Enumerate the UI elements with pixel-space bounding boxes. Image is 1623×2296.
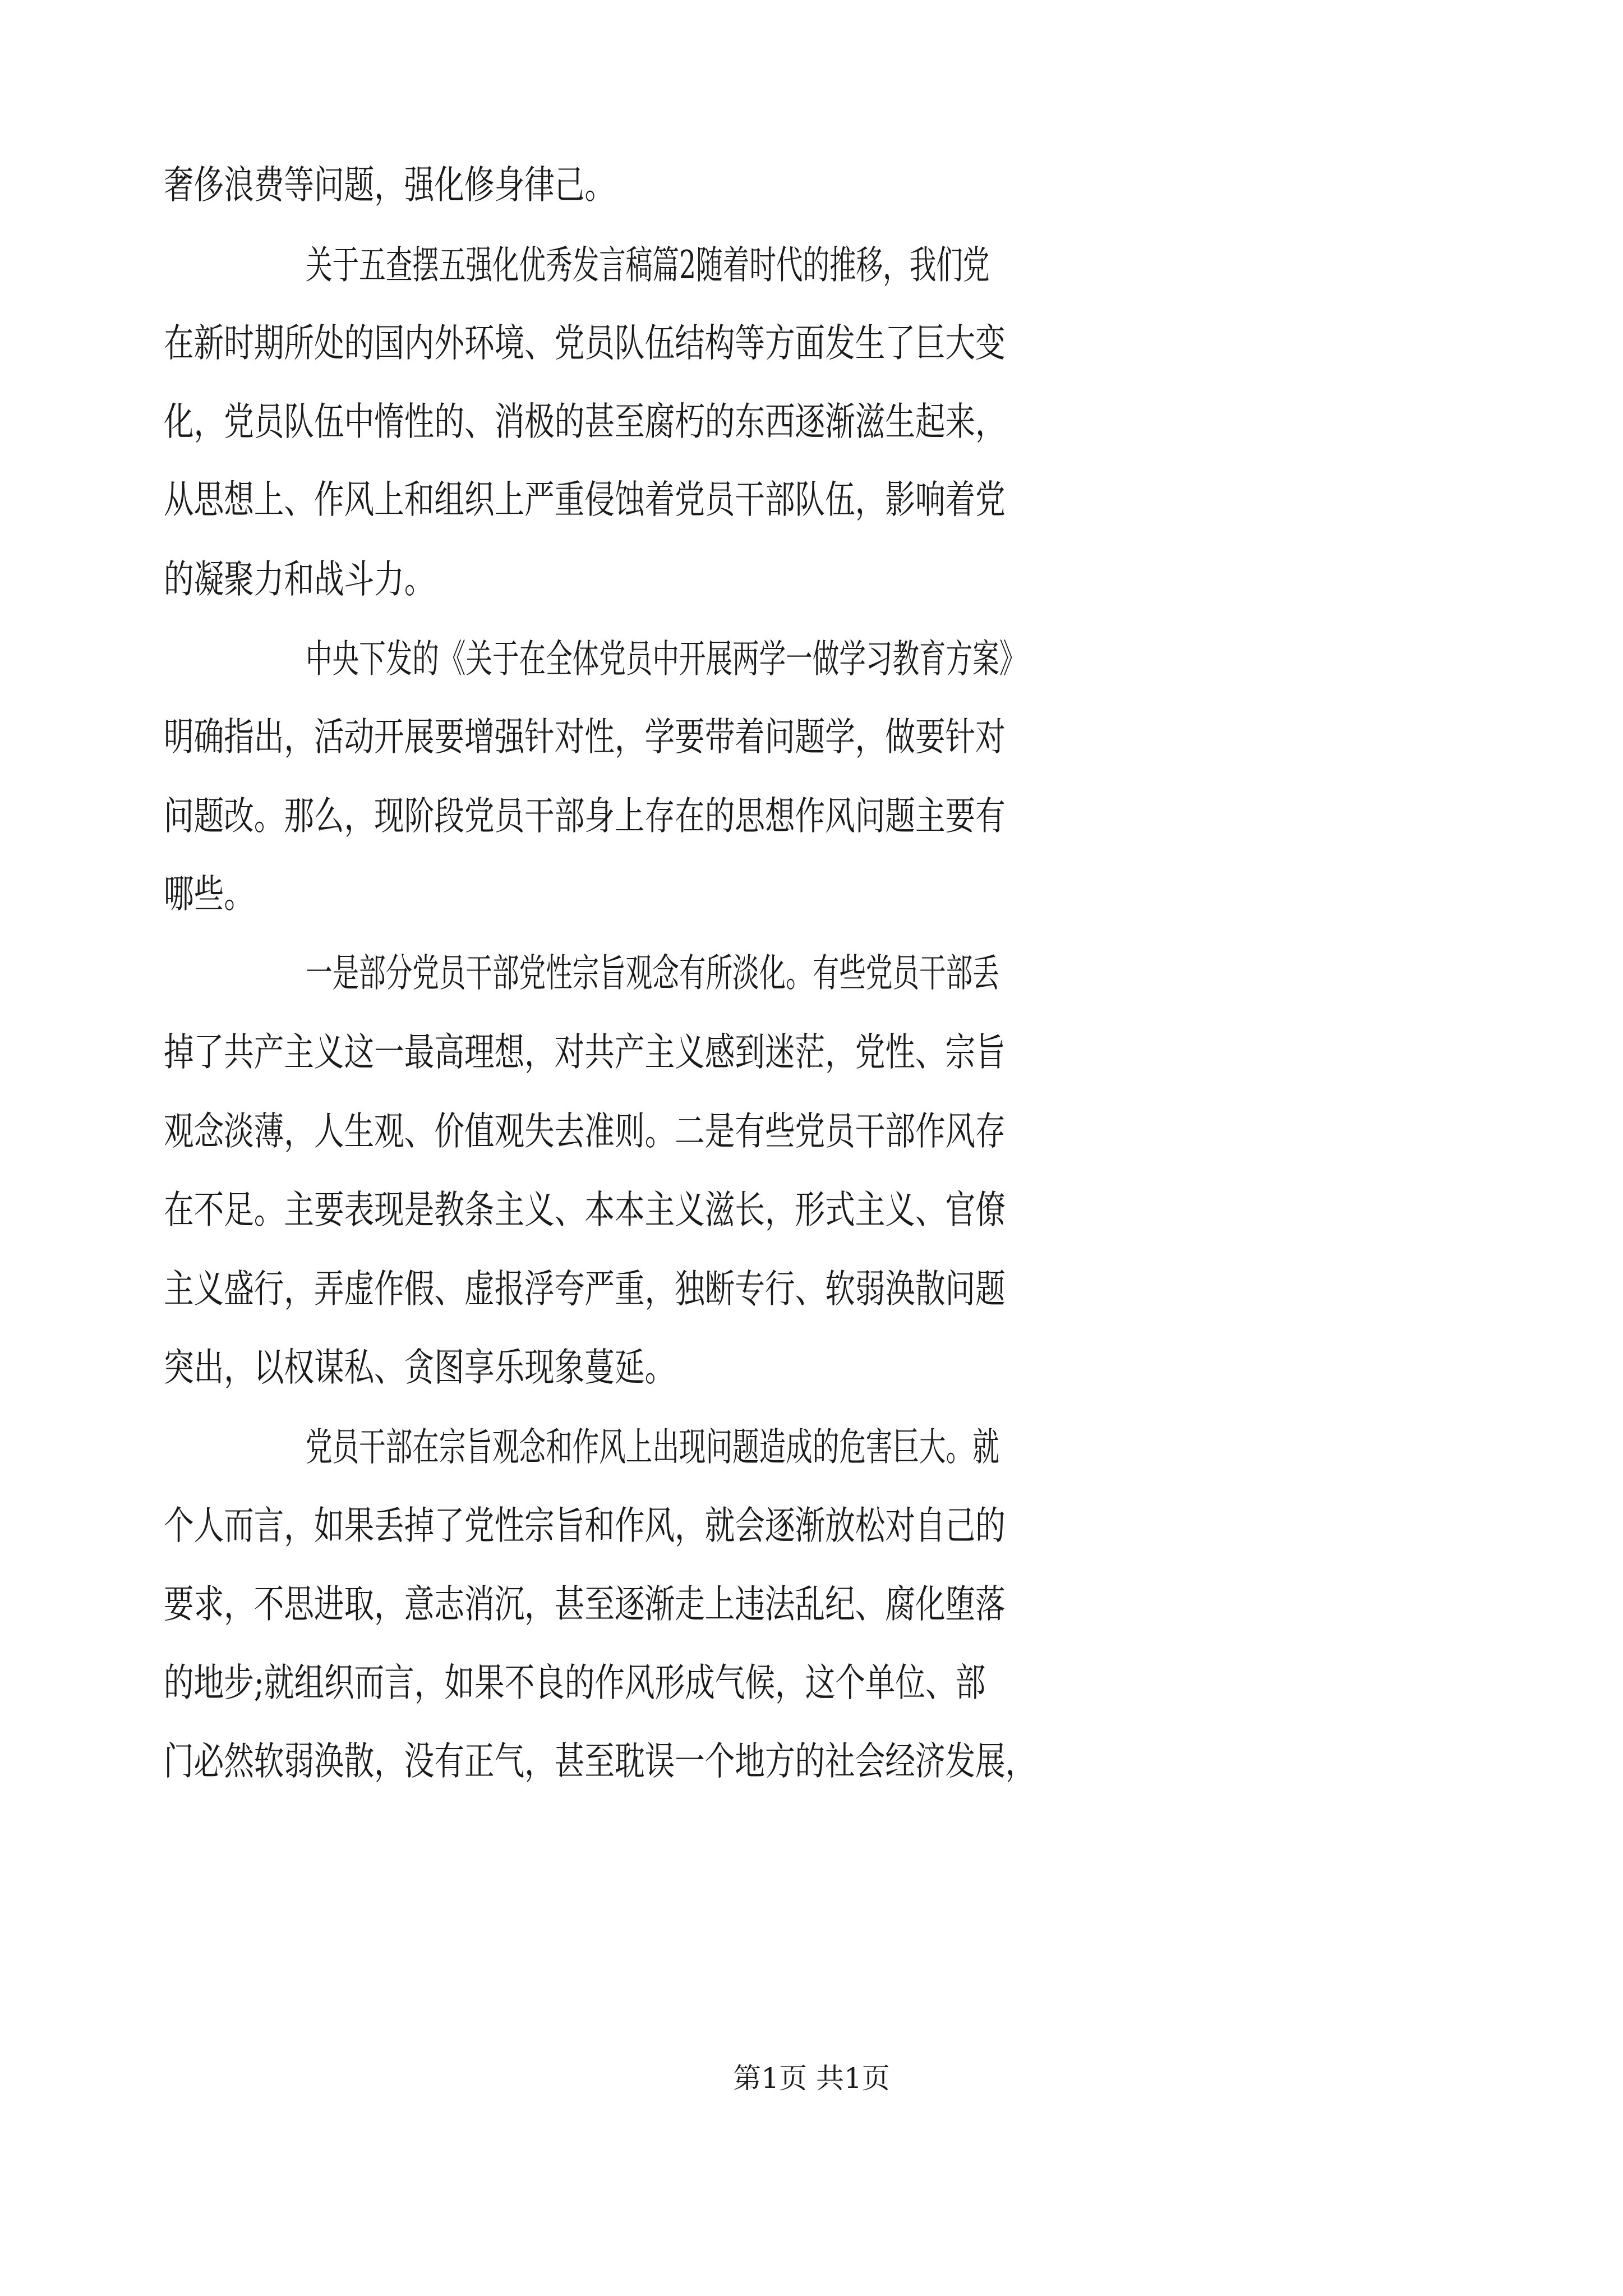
text-line: 明确指出，活动开展要增强针对性，学要带着问题学，做要针对 <box>164 715 1006 760</box>
text-line: 观念淡薄，人生观、价值观失去准则。二是有些党员干部作风存 <box>164 1109 1006 1154</box>
text-line: 从思想上、作风上和组织上严重侵蚀着党员干部队伍，影响着党 <box>164 477 1006 522</box>
page-footer: 第1页 共1页 <box>733 2062 890 2095</box>
text-line: 关于五查摆五强化优秀发言稿篇2随着时代的推移，我们党 <box>306 243 990 288</box>
text-line: 门必然软弱涣散，没有正气，甚至耽误一个地方的社会经济发展， <box>164 1739 1036 1784</box>
text-line: 突出，以权谋私、贪图享乐现象蔓延。 <box>164 1345 675 1390</box>
text-line: 在新时期所处的国内外环境、党员队伍结构等方面发生了巨大变 <box>164 321 1006 366</box>
text-line: 党员干部在宗旨观念和作风上出现问题造成的危害巨大。就 <box>306 1425 999 1470</box>
text-line: 一是部分党员干部党性宗旨观念有所淡化。有些党员干部丢 <box>306 951 999 996</box>
text-line: 问题改。那么，现阶段党员干部身上存在的思想作风问题主要有 <box>164 794 1006 839</box>
text-line: 个人而言，如果丢掉了党性宗旨和作风，就会逐渐放松对自己的 <box>164 1503 1006 1548</box>
text-line: 的凝聚力和战斗力。 <box>164 557 435 602</box>
text-line: 奢侈浪费等问题，强化修身律己。 <box>164 163 615 208</box>
text-line: 中央下发的《关于在全体党员中开展两学一做学习教育方案》 <box>306 637 1026 682</box>
text-line: 化，党员队伍中惰性的、消极的甚至腐朽的东西逐渐滋生起来， <box>164 399 1006 444</box>
text-line: 哪些。 <box>164 872 254 917</box>
text-line: 在不足。主要表现是教条主义、本本主义滋长，形式主义、官僚 <box>164 1188 1006 1232</box>
text-line: 要求，不思进取，意志消沉，甚至逐渐走上违法乱纪、腐化堕落 <box>164 1582 1006 1627</box>
text-line: 主义盛行，弄虚作假、虚报浮夸严重，独断专行、软弱涣散问题 <box>164 1267 1006 1312</box>
text-line: 的地步;就组织而言，如果不良的作风形成气候，这个单位、部 <box>164 1660 986 1705</box>
text-line: 掉了共产主义这一最高理想，对共产主义感到迷茫，党性、宗旨 <box>164 1030 1006 1075</box>
